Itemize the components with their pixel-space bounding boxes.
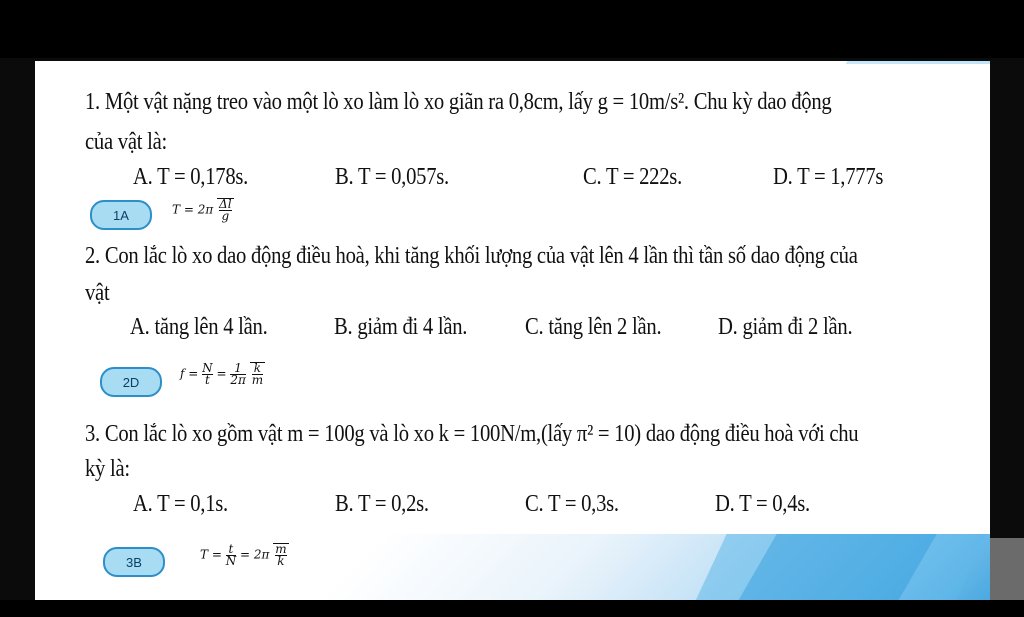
- formula-1: [172, 198, 234, 222]
- question-1-option-d: D. T = 1,777s: [773, 164, 884, 190]
- answer-badge-2: 2D: [100, 367, 162, 397]
- formula-3-mid: = 2π: [240, 547, 270, 562]
- formula-3-den2: k: [277, 554, 285, 568]
- question-3-option-a: A. T = 0,1s.: [133, 491, 228, 517]
- formula-1-sqrt: [217, 198, 234, 222]
- formula-2-den1: t: [204, 372, 210, 387]
- content-panel: [75, 64, 990, 534]
- question-2-option-b: B. giảm đi 4 lần.: [334, 314, 468, 340]
- formula-1-lhs: T = 2π: [172, 202, 214, 217]
- question-1-option-a: A. T = 0,178s.: [133, 164, 249, 190]
- formula-2-den3: m: [251, 373, 264, 387]
- question-2-stem-cont: vật: [85, 280, 110, 306]
- question-3-option-b: B. T = 0,2s.: [335, 491, 429, 517]
- question-1-option-b: B. T = 0,057s.: [335, 164, 449, 190]
- formula-2-num2: 1: [230, 363, 246, 375]
- question-3-option-d: D. T = 0,4s.: [715, 491, 810, 517]
- formula-2-num1: N: [202, 360, 213, 375]
- formula-2-den2: 2π: [230, 372, 246, 387]
- bottom-black-bar: [0, 600, 1024, 617]
- formula-2-lhs: f =: [180, 366, 199, 381]
- question-1-stem: 1. Một vật nặng treo vào một lò xo làm lò xo giãn ra 0,8cm, lấy g = 10m/s². Chu kỳ dao động: [85, 89, 832, 115]
- answer-badge-3: 3B: [103, 547, 165, 577]
- formula-3-num1: t: [226, 544, 237, 556]
- question-3-stem: 3. Con lắc lò xo gồm vật m = 100g và lò xo k = 100N/m,(lấy π² = 10) dao động điều hoà với chu: [85, 421, 859, 447]
- corner-shape: [990, 538, 1024, 600]
- answer-badge-1: 1A: [90, 200, 152, 230]
- question-2-stem: 2. Con lắc lò xo dao động điều hoà, khi tăng khối lượng của vật lên 4 lần thì tần số dao động của: [85, 243, 858, 269]
- question-1-option-c: C. T = 222s.: [583, 164, 682, 190]
- formula-1-num: Δl: [219, 197, 232, 211]
- question-2-option-d: D. giảm đi 2 lần.: [718, 314, 853, 340]
- formula-3-sqrt: [273, 543, 288, 567]
- formula-3: [200, 543, 289, 567]
- formula-2: [180, 362, 265, 386]
- question-3-option-c: C. T = 0,3s.: [525, 491, 619, 517]
- formula-2-num3: k: [252, 363, 263, 375]
- formula-1-den: g: [221, 209, 230, 223]
- formula-2-mid: =: [216, 366, 227, 381]
- top-black-bar: [0, 0, 1024, 58]
- formula-3-den1: N: [225, 553, 237, 568]
- question-2-option-c: C. tăng lên 2 lần.: [525, 314, 662, 340]
- question-2-option-a: A. tăng lên 4 lần.: [130, 314, 268, 340]
- formula-2-sqrt: [250, 362, 265, 386]
- formula-3-lhs: T =: [200, 547, 222, 562]
- question-1-stem-cont: của vật là:: [85, 129, 167, 155]
- formula-3-num2: m: [275, 542, 287, 556]
- question-3-stem-cont: kỳ là:: [85, 456, 130, 482]
